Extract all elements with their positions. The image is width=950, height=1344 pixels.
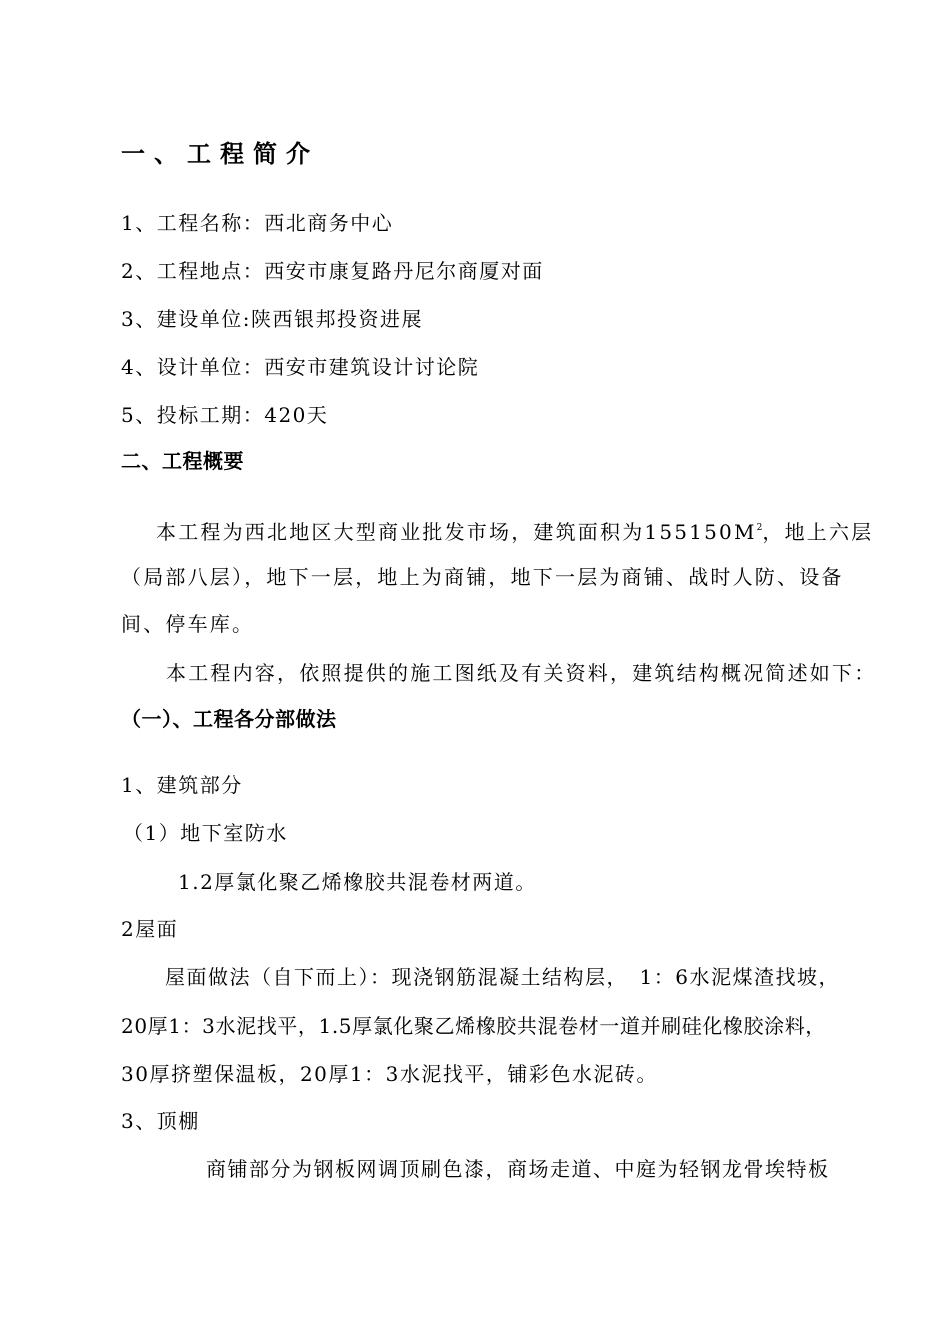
part-heading-architecture: 1、建筑部分 <box>121 773 243 797</box>
roof-text-line-3: 30厚挤塑保温板，20厚1：3水泥找平，铺彩色水泥砖。 <box>121 1062 658 1086</box>
overview-paragraph-line-4: 本工程内容，依照提供的施工图纸及有关资料，建筑结构概况简述如下： <box>166 661 877 685</box>
part-heading-ceiling: 3、顶棚 <box>121 1109 200 1133</box>
section-title-subdivision-methods: （一）、工程各分部做法 <box>121 707 337 731</box>
roof-text-line-2: 20厚1：3水泥找平，1.5厚氯化聚乙烯橡胶共混卷材一道并刷硅化橡胶涂料， <box>121 1014 826 1038</box>
section-title-project-overview: 二、工程概要 <box>121 449 244 473</box>
list-item-bid-period: 5、投标工期：420天 <box>121 403 329 427</box>
area-unit-superscript: 2 <box>756 523 763 533</box>
sub-heading-basement-waterproofing: （1）地下室防水 <box>123 821 288 845</box>
ceiling-text-line-1: 商铺部分为钢板网调顶刷色漆，商场走道、中庭为轻钢龙骨埃特板 <box>206 1157 830 1181</box>
roof-text-line-1: 屋面做法（自下而上）：现浇钢筋混凝土结构层， 1：6水泥煤渣找坡， <box>165 965 840 989</box>
list-item-construction-unit: 3、建设单位:陕西银邦投资进展 <box>121 307 423 331</box>
list-item-project-location: 2、工程地点：西安市康复路丹尼尔商厦对面 <box>121 259 544 283</box>
basement-waterproofing-text: 1.2厚氯化聚乙烯橡胶共混卷材两道。 <box>178 870 537 894</box>
section-title-project-intro: 一、工程简介 <box>121 140 319 168</box>
overview-paragraph-line-1 <box>156 515 873 545</box>
list-item-design-unit: 4、设计单位：西安市建筑设计讨论院 <box>121 355 480 379</box>
overview-paragraph-line-2: （局部八层），地下一层，地上为商铺，地下一层为商铺、战时人防、设备 <box>121 565 844 589</box>
overview-text-start: 本工程为西北地区大型商业批发市场，建筑面积为155150M <box>156 520 757 544</box>
list-item-project-name: 1、工程名称：西北商务中心 <box>121 211 394 235</box>
part-heading-roof: 2屋面 <box>121 917 179 941</box>
overview-text-end: ，地上六层 <box>762 520 874 544</box>
overview-paragraph-line-3: 间、停车库。 <box>121 612 255 636</box>
